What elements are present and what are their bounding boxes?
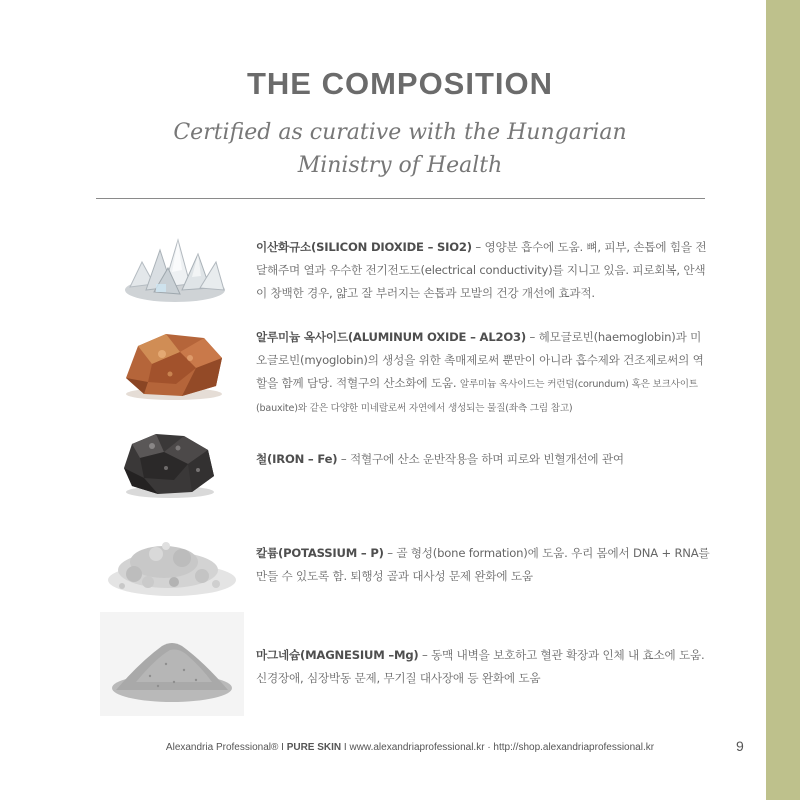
mineral-text-aluminum: – 헤모글로빈(haemoglobin)과 미오글로빈(myoglobin)의 생성을 위한 촉매제로써 뿐만이 아니라 흡수제와 건조제로써의 역할을 함께 담당. 적혈구의 산소화에 도움. [256,330,704,390]
mineral-description-aluminum [256,326,711,420]
page-number: 9 [736,738,744,754]
title-divider [96,198,705,199]
mineral-text-iron: – 적혈구에 산소 운반작용을 하며 피로와 빈혈개선에 관여 [337,452,624,466]
footer-product: PURE SKIN [286,742,342,753]
mineral-name-iron: 철(IRON – Fe) [256,452,338,466]
mineral-text-magnesium: – 동맥 내벽을 보호하고 혈관 확장과 인체 내 효소에 도움. 신경장애, 심장박동 문제, 무기질 대사장애 등 완화에 도움 [256,648,705,685]
mineral-note-aluminum: 알루미늄 옥사이드는 커런덤(corundum) 혹은 보크사이트(bauxite)와 같은 다양한 미네랄로써 자연에서 생성되는 물질(좌측 그림 참고) [256,379,698,414]
mineral-name-magnesium: 마그네슘(MAGNESIUM –Mg) [256,648,419,662]
mineral-description-potassium [256,542,711,588]
page-title: THE COMPOSITION [246,66,554,101]
mineral-name-aluminum: 알루미늄 옥사이드(ALUMINUM OXIDE – AL2O3) [256,330,526,344]
mineral-text-potassium: – 골 형성(bone formation)에 도움. 우리 몸에서 DNA + RNA를 만들 수 있도록 함. 퇴행성 골과 대사성 문제 완화에 도움 [256,546,710,583]
mineral-description-iron [256,448,711,471]
page-footer [150,742,670,753]
side-color-band [766,0,800,800]
footer-brand: Alexandria Professional® I [165,742,287,753]
corundum-rock-icon [118,328,230,402]
magnesium-powder-icon [100,612,244,716]
mineral-text-silicon: – 영양분 흡수에 도움. 뼈, 피부, 손톱에 힘을 전달해주며 열과 우수한 전기전도도(electrical conductivity)를 지니고 있음. 피로회복, 안색이 창백한 경우, 얇고 잘 부러지는 손톱과 모발의 건강 개선에 효과적. [256,240,707,300]
iron-ore-icon [118,428,218,500]
mineral-name-silicon: 이산화규소(SILICON DIOXIDE – SIO2) [256,240,472,254]
mineral-name-potassium: 칼륨(POTASSIUM – P) [256,546,384,560]
mineral-description-silicon [256,236,711,305]
subtitle-line-2: Ministry of Health [297,153,503,178]
subtitle-line-1: Certified as curative with the Hungarian [173,120,627,145]
quartz-crystal-icon [120,232,230,307]
footer-links: I www.alexandriaprofessional.kr · http://shop.alexandriaprofessional.kr [341,742,655,753]
mineral-description-magnesium [256,644,711,690]
page-subtitle [100,116,700,182]
potassium-powder-icon [104,524,240,598]
